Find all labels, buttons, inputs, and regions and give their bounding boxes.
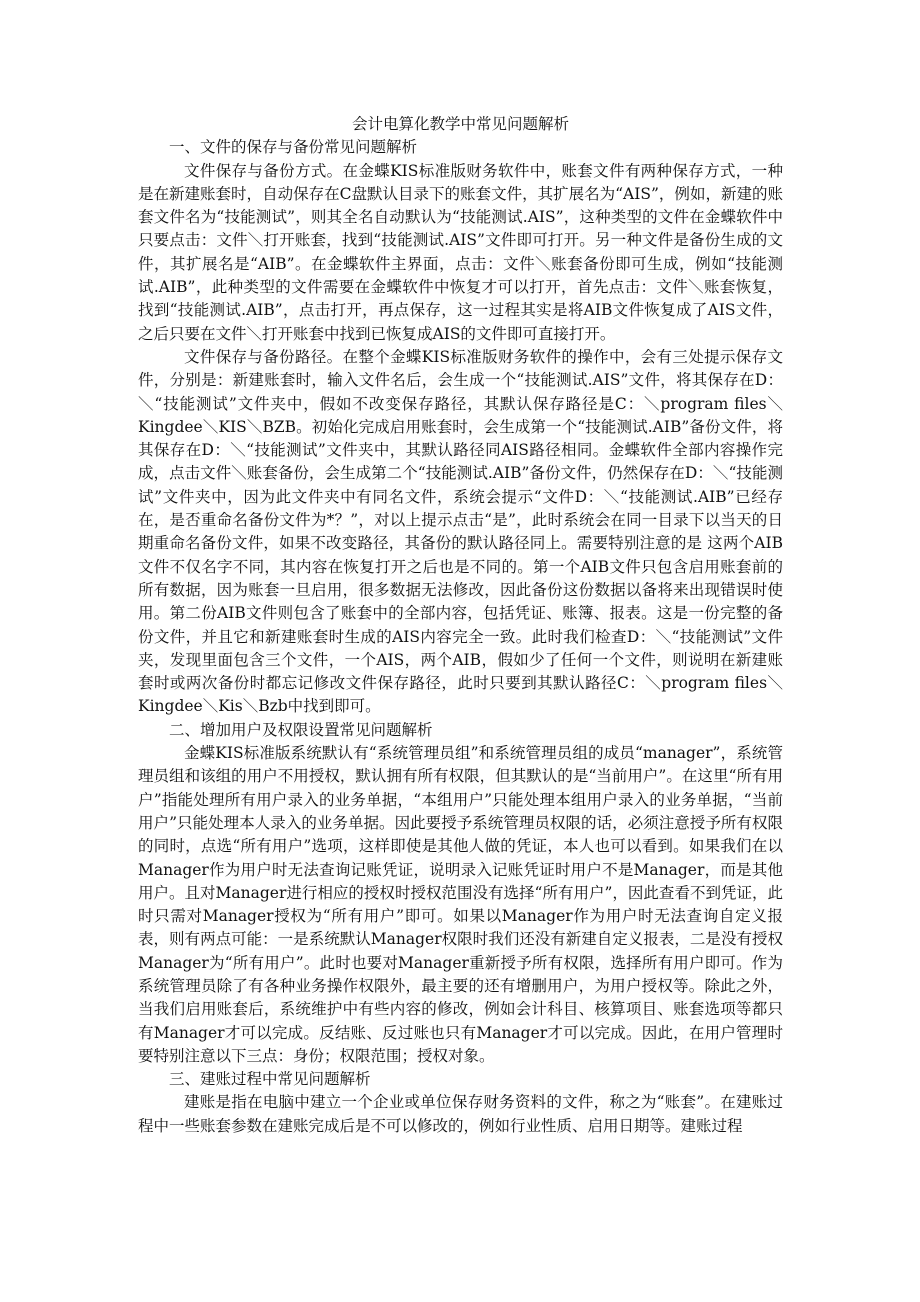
- section-1-paragraph-2: 文件保存与备份路径。在整个金蝶KIS标准版财务软件的操作中，会有三处提示保存文件，分别是：新建账套时，输入文件名后，会生成一个“技能测试.AIS”文件，将其保存在D：＼“技能测试”文件夹中，假如不改变保存路径，其默认保存路径是C：＼program files＼Kingdee＼KIS＼BZB。初始化完成启用账套时，会生成第一个“技能测试.AIB”备份文件，将其保存在D：＼“技能测试”文件夹中，其默认路径同AIS路径相同。金蝶软件全部内容操作完成，点击文件＼账套备份，会生成第二个“技能测试.AIB”备份文件，仍然保存在D：＼“技能测试”文件夹中，因为此文件夹中有同名文件，系统会提示“文件D：＼“技能测试.AIB”已经存在，是否重命名备份文件为*？”，对以上提示点击“是”，此时系统会在同一目录下以当天的日期重命名备份文件，如果不改变路径，其备份的默认路径同上。需要特别注意的是 这两个AIB文件不仅名字不同，其内容在恢复打开之后也是不同的。第一个AIB文件只包含启用账套前的所有数据，因为账套一旦启用，很多数据无法修改，因此备份这份数据以备将来出现错误时使用。第二份AIB文件则包含了账套中的全部内容，包括凭证、账簿、报表。这是一份完整的备份文件，并且它和新建账套时生成的AIS内容完全一致。此时我们检查D：＼“技能测试”文件夹，发现里面包含三个文件，一个AIS，两个AIB，假如少了任何一个文件，则说明在新建账套时或两次备份时都忘记修改文件保存路径，此时只要到其默认路径C：＼program files＼Kingdee＼Kis＼Bzb中找到即可。: [138, 347, 783, 716]
- section-1-heading: 一、文件的保存与备份常见问题解析: [169, 138, 418, 157]
- section-2-paragraph-1: 金蝶KIS标准版系统默认有“系统管理员组”和系统管理员组的成员“manager”，系统管理员组和该组的用户不用授权，默认拥有所有权限，但其默认的是“当前用户”。在这里“所有用户”指能处理所有用户录入的业务单据，“本组用户”只能处理本组用户录入的业务单据，“当前用户”只能处理本人录入的业务单据。因此要授予系统管理员权限的话，必须注意授予所有权限的同时，点选“所有用户”选项，这样即使是其他人做的凭证，本人也可以看到。如果我们在以Manager作为用户时无法查询记账凭证，说明录入记账凭证时用户不是Manager，而是其他用户。且对Manager进行相应的授权时授权范围没有选择“所有用户”，因此查看不到凭证，此时只需对Manager授权为“所有用户”即可。如果以Manager作为用户时无法查询自定义报表，则有两点可能：一是系统默认Manager权限时我们还没有新建自定义报表，二是没有授权Manager为“所有用户”。此时也要对Manager重新授予所有权限，选择所有用户即可。作为系统管理员除了有各种业务操作权限外，最主要的还有增删用户，为用户授权等。除此之外，当我们启用账套后，系统维护中有些内容的修改，例如会计科目、核算项目、账套选项等都只有Manager才可以完成。反结账、反过账也只有Manager才可以完成。因此，在用户管理时要特别注意以下三点：身份；权限范围；授权对象。: [138, 744, 783, 1065]
- section-3-paragraph-1: 建账是指在电脑中建立一个企业或单位保存财务资料的文件，称之为“账套”。在建账过程中一些账套参数在建账完成后是不可以修改的，例如行业性质、启用日期等。建账过程: [138, 1093, 783, 1135]
- section-3-heading: 三、建账过程中常见问题解析: [169, 1070, 371, 1089]
- document-title: 会计电算化教学中常见问题解析: [351, 115, 569, 133]
- section-2-heading: 二、增加用户及权限设置常见问题解析: [169, 720, 433, 739]
- document-body: [138, 113, 783, 1138]
- section-1-paragraph-1: 文件保存与备份方式。在金蝶KIS标准版财务软件中，账套文件有两种保存方式，一种是在新建账套时，自动保存在C盘默认目录下的账套文件，其扩展名为“AIS”，例如，新建的账套文件名为“技能测试”，则其全名自动默认为“技能测试.AIS”，这种类型的文件在金蝶软件中只要点击：文件＼打开账套，找到“技能测试.AIS”文件即可打开。另一种文件是备份生成的文件，其扩展名是“AIB”。在金蝶软件主界面，点击：文件＼账套备份即可生成，例如“技能测试.AIB”，此种类型的文件需要在金蝶软件中恢复才可以打开，首先点击：文件＼账套恢复，找到“技能测试.AIB”，点击打开，再点保存，这一过程其实是将AIB文件恢复成了AIS文件，之后只要在文件＼打开账套中找到已恢复成AIS的文件即可直接打开。: [138, 161, 783, 343]
